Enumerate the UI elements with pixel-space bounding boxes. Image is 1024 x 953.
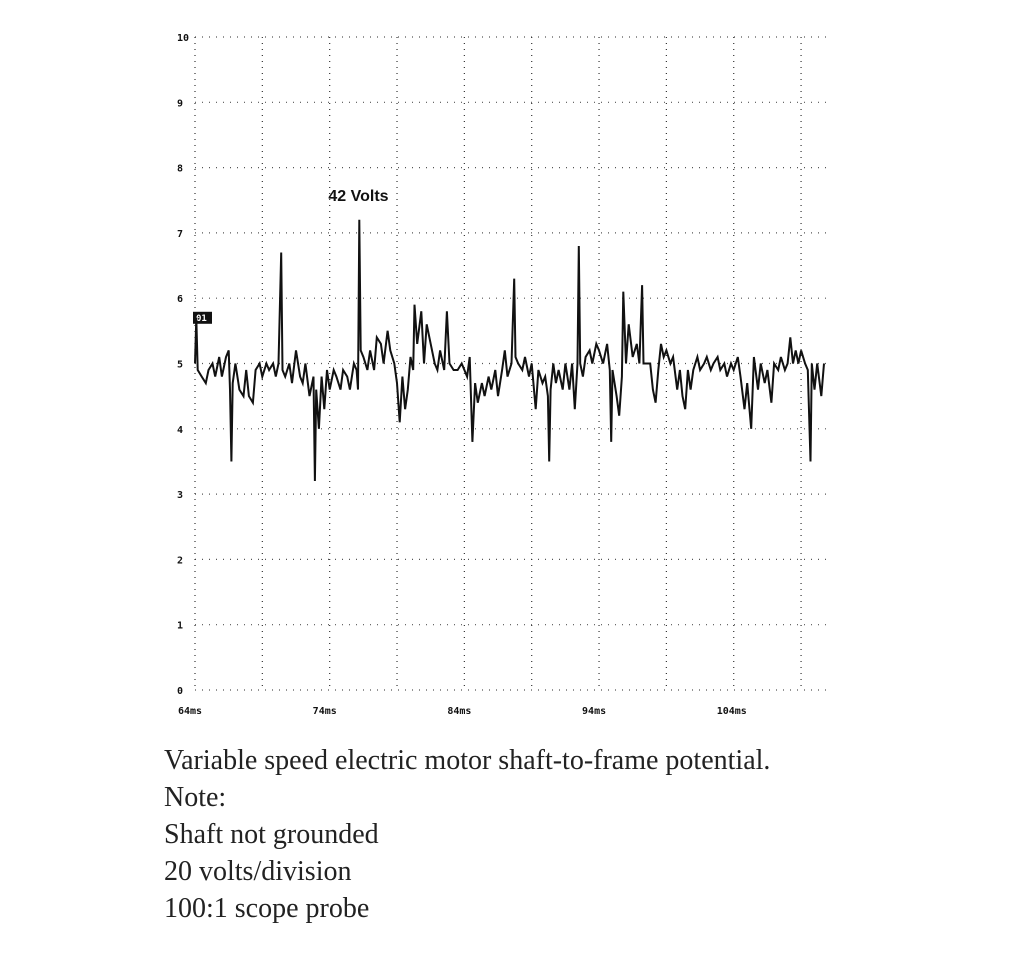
caption-line: Note: — [164, 782, 227, 813]
x-tick-label: 64ms — [178, 706, 203, 717]
x-tick-label: 94ms — [582, 706, 607, 717]
x-tick-label: 74ms — [312, 706, 337, 717]
x-tick-label: 84ms — [447, 706, 472, 717]
x-axis-ticks — [178, 706, 747, 717]
y-tick-label: 10 — [177, 33, 190, 44]
channel-marker-label: 01 — [196, 313, 207, 324]
x-tick-label: 104ms — [716, 706, 747, 717]
y-tick-label: 3 — [177, 490, 184, 502]
figure-caption — [164, 742, 1004, 927]
y-tick-label: 7 — [177, 228, 184, 240]
caption-line: Shaft not grounded — [164, 819, 379, 850]
caption-line: 100:1 scope probe — [164, 893, 370, 924]
y-tick-label: 4 — [177, 424, 184, 436]
y-tick-label: 1 — [177, 620, 184, 632]
y-tick-label: 9 — [177, 98, 184, 110]
caption-line: 20 volts/division — [164, 856, 352, 887]
caption-line: Variable speed electric motor shaft-to-frame potential. — [164, 745, 771, 776]
series-trace — [195, 220, 824, 481]
y-tick-label: 8 — [177, 163, 184, 175]
y-tick-label: 0 — [177, 686, 184, 697]
y-axis-ticks — [177, 33, 189, 697]
y-tick-label: 5 — [177, 359, 184, 371]
y-tick-label: 6 — [177, 294, 184, 306]
y-tick-label: 2 — [177, 555, 184, 567]
peak-annotation: 42 Volts — [328, 188, 389, 205]
